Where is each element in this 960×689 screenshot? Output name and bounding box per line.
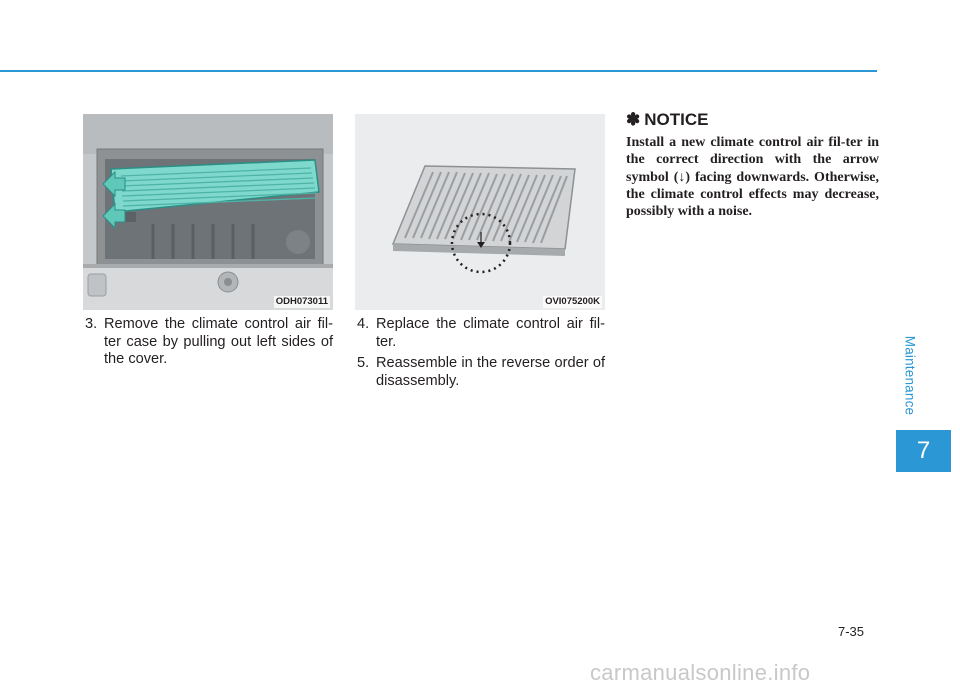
page-number: 7-35 [838, 624, 865, 639]
section-side-label [898, 320, 922, 430]
step-text: Replace the climate control air fil-ter. [376, 316, 605, 350]
notice-icon: ✽ [626, 110, 641, 129]
notice-body: Install a new climate control air fil-ter in the correct direction with the arrow symbol (↓) facing downwards. Otherwise, the climate control effects may decrease, possibly with a noise. [626, 135, 879, 220]
step-number: 4. [357, 316, 370, 332]
filter-case-illustration [83, 114, 333, 310]
step-text: Remove the climate control air fil-ter case by pulling out left sides of the cover. [104, 316, 333, 367]
top-rule [0, 70, 877, 72]
figure-code: ODH073011 [275, 296, 328, 307]
notice-heading [626, 110, 708, 130]
watermark: carmanualsonline.info [590, 660, 811, 685]
steps-list-left [85, 316, 333, 373]
air-filter-illustration [355, 114, 605, 310]
figure-filter-case-removal [83, 114, 333, 310]
step-text: Reassemble in the reverse order of disassembly. [376, 355, 605, 389]
step-item [357, 316, 605, 351]
notice-title: NOTICE [644, 110, 709, 129]
section-name: Maintenance [902, 335, 918, 415]
chapter-tab: 7 [896, 430, 951, 472]
step-number: 3. [85, 316, 98, 332]
figure-air-filter [355, 114, 605, 310]
step-number: 5. [357, 355, 370, 371]
figure-code: OVI075200K [545, 296, 600, 307]
step-item [357, 355, 605, 390]
steps-list-right [357, 316, 605, 394]
step-item [85, 316, 333, 369]
